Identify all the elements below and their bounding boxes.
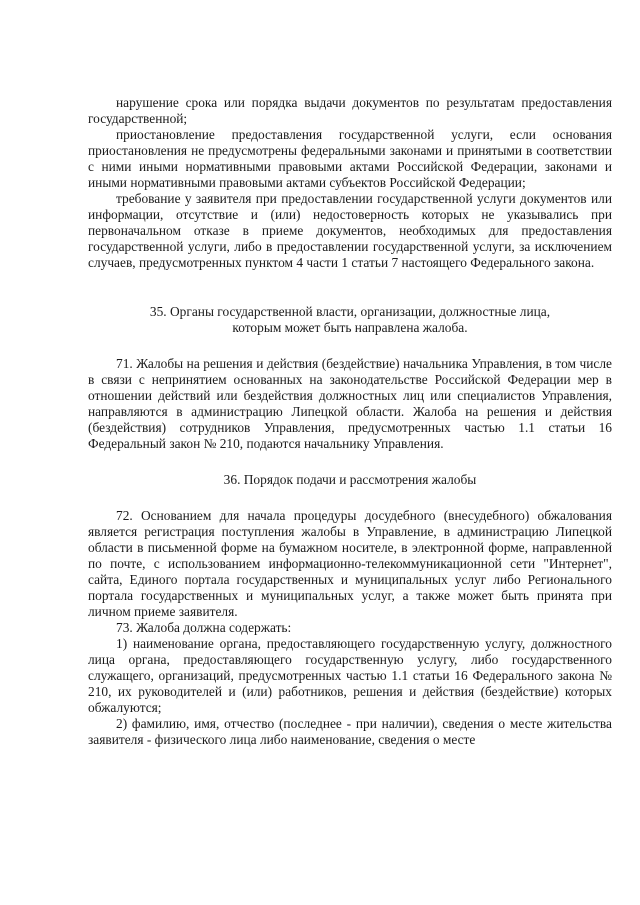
document-page bbox=[88, 95, 612, 748]
spacer bbox=[88, 488, 612, 508]
section-heading-35-line1: 35. Органы государственной власти, организации, должностные лица, bbox=[149, 304, 551, 319]
list-item-2: 2) фамилию, имя, отчество (последнее - при наличии), сведения о месте жительства заявителя - физического лица либо наименование, сведения о месте bbox=[88, 716, 612, 747]
paragraph-71: 71. Жалобы на решения и действия (бездействие) начальника Управления, в том числе в связи с непринятием основанных на законодательстве Российской Федерации мер в отношении действий или бездействия должностных лиц или специалистов Управления, направляются в администрацию Липецкой области. Жалоба на решения и действия (бездействия) сотрудников Управления, предусмотренных частью 1.1 статьи 16 Федеральный закон № 210, подаются начальнику Управления. bbox=[88, 356, 612, 451]
list-item-1: 1) наименование органа, предоставляющего государственную услугу, должностного лица органа, предоставляющего государственную услугу, либо государственного служащего, организаций, предусмотренных частью 1.1 статьи 16 Федерального закона № 210, их руководителей и (или) работников, решения и действия (бездействие) которых обжалуются; bbox=[88, 636, 612, 715]
paragraph-73: 73. Жалоба должна содержать: bbox=[116, 620, 292, 635]
spacer bbox=[88, 452, 612, 472]
spacer bbox=[88, 271, 612, 304]
section-heading-35 bbox=[88, 304, 612, 336]
section-heading-36: 36. Порядок подачи и рассмотрения жалобы bbox=[223, 472, 477, 487]
paragraph-suspension: приостановление предоставления государственной услуги, если основания приостановления не предусмотрены федеральными законами и принятыми в соответствии с ними иными нормативными правовыми актами Российской Федерации, законами и иными нормативными правовыми актами субъектов Российской Федерации; bbox=[88, 127, 612, 190]
paragraph-violation-deadline: нарушение срока или порядка выдачи документов по результатам предоставления государственной; bbox=[88, 95, 612, 126]
paragraph-72: 72. Основанием для начала процедуры досудебного (внесудебного) обжалования является регистрация поступления жалобы в Управление, в администрацию Липецкой области в письменной форме на бумажном носителе, в электронной форме, направленной по почте, с использованием информационно-телекоммуникационной сети "Интернет", сайта, Единого портала государственных и муниципальных услуг либо Регионального портала государственных и муниципальных услуг, а также может быть принята при личном приеме заявителя. bbox=[88, 508, 612, 619]
spacer bbox=[88, 336, 612, 356]
section-heading-35-line2: которым может быть направлена жалоба. bbox=[232, 320, 468, 335]
paragraph-requirement: требование у заявителя при предоставлении государственной услуги документов или информации, отсутствие и (или) недостоверность которых не указывались при первоначальном отказе в приеме документов, необходимых для предоставления государственной услуги, либо в предоставлении государственной услуги, за исключением случаев, предусмотренных пунктом 4 части 1 статьи 7 настоящего Федерального закона. bbox=[88, 191, 612, 270]
